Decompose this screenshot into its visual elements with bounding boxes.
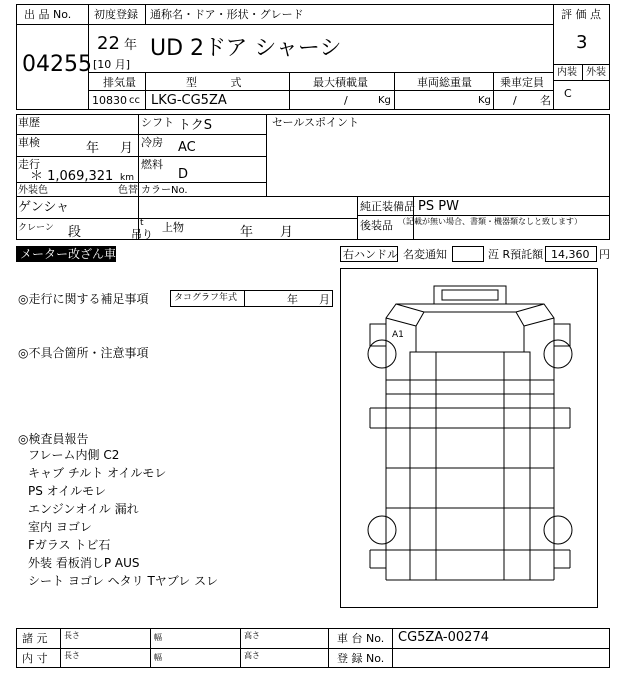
inspector-item: フレーム内側 C2 (28, 448, 120, 462)
score-label: 評 価 点 (561, 8, 601, 21)
accessory-note: （記載が無い場合、書類・機器類なしと致します） (398, 217, 582, 226)
lot-label: 出 品 No. (24, 8, 72, 21)
capacity-value: / (513, 94, 517, 107)
upper-year: 年 (240, 225, 254, 240)
tachograph-label: タコグラフ年式 (174, 293, 238, 303)
inspector-item: キャブ チルト オイルモレ (28, 466, 167, 480)
exterior-label: 外装 (586, 67, 606, 78)
spec-label: 諸 元 (22, 632, 48, 645)
tachograph-year: 年 (287, 293, 298, 306)
history-label: 車歴 (18, 116, 40, 129)
capacity-label: 乗車定員 (500, 76, 544, 89)
interior-grade: C (564, 87, 572, 100)
sales-point-label: セールスポイント (272, 116, 360, 129)
accessory-label: 後装品 (360, 219, 393, 232)
score: 3 (576, 32, 588, 53)
inspector-item: 外装 看板消しP AUS (28, 556, 140, 570)
mileage-value: ＊ 1,069,321 (30, 169, 114, 184)
equipment-label: 純正装備品 (360, 200, 415, 213)
spec-length-label: 長さ (64, 631, 80, 640)
vehicle-name: UD 2ドア シャーシ (150, 36, 342, 61)
color-change-label: 色替 (118, 185, 138, 196)
gross-weight-unit: Kg (478, 95, 491, 106)
spec-height-label: 高さ (244, 631, 260, 640)
inner-length-label: 長さ (64, 651, 80, 660)
vehicle-name-label: 通称名・ドア・形状・グレード (150, 8, 304, 21)
running-notes-label: ◎走行に関する補足事項 (18, 292, 149, 306)
mileage-unit: km (120, 173, 134, 183)
right-handle-label: 右ハンドル (343, 248, 398, 261)
ac-label: 冷房 (141, 136, 163, 149)
deposit-unit: 円 (599, 248, 610, 261)
inspector-item: エンジンオイル 漏れ (28, 502, 139, 516)
color-number-label: カラーNo. (141, 185, 188, 196)
displacement-unit: cc (129, 95, 140, 106)
upper-label: 上物 (162, 221, 184, 234)
mileage-label: 走行 (18, 158, 40, 171)
inspection-month: 月 (120, 141, 134, 156)
model-code: LKG-CG5ZA (151, 93, 227, 108)
max-load-unit: Kg (378, 95, 391, 106)
capacity-unit: 名 (540, 94, 551, 107)
inspector-item: Fガラス トビ石 (28, 538, 111, 552)
deposit-value: 14,360 (551, 248, 590, 261)
inspector-report-label: ◎検査員報告 (18, 432, 89, 446)
model-label: 型 式 (186, 76, 242, 89)
inspector-item: 室内 ヨゴレ (28, 520, 92, 534)
year-unit: 年 (124, 38, 138, 53)
defect-notes-label: ◎不具合箇所・注意事項 (18, 346, 149, 360)
displacement-label: 排気量 (103, 76, 136, 89)
meter-tampered-banner (16, 246, 116, 262)
damage-mark: A1 (392, 330, 404, 340)
name-change-label: 名変通知 (403, 248, 447, 261)
lot-number: 04255 (22, 52, 92, 77)
reg-label: 初度登録 (94, 8, 138, 21)
reg-month: [10 月] (93, 58, 131, 71)
crane-stage: 段 (68, 225, 82, 240)
crane-lift: 吊り (131, 228, 153, 241)
inner-width-label: 幅 (154, 653, 162, 662)
shift-value: トクS (178, 118, 212, 133)
color-label: 外装色 (18, 185, 48, 196)
spec-width-label: 幅 (154, 633, 162, 642)
inner-height-label: 高さ (244, 651, 260, 660)
ac-value: AC (178, 140, 196, 155)
gross-weight-label: 車両総重量 (417, 76, 472, 89)
meter-banner-text: メーター改ざん車 (20, 247, 117, 261)
crane-ton: t (140, 218, 144, 228)
inspection-label: 車検 (18, 136, 40, 149)
fuel-value: D (178, 167, 189, 182)
interior-label: 内装 (557, 67, 577, 78)
deposit-label: 沍 R預託額 (488, 248, 544, 261)
name-change-box (452, 246, 484, 262)
inspector-item: PS オイルモレ (28, 484, 107, 498)
equipment-value: PS PW (418, 199, 459, 214)
color-value: ゲンシャ (18, 200, 70, 215)
inspection-year: 年 (86, 141, 100, 156)
fuel-label: 燃料 (141, 158, 163, 171)
chassis-number: CG5ZA-00274 (398, 630, 489, 645)
inner-label: 内 寸 (22, 652, 48, 665)
shift-label: シフト (141, 116, 174, 129)
max-load-value: / (344, 94, 348, 107)
registration-label: 登 録 No. (337, 652, 385, 665)
tachograph-month: 月 (319, 293, 330, 306)
truck-diagram (340, 268, 598, 608)
chassis-label: 車 台 No. (337, 632, 385, 645)
displacement-value: 10830 (92, 94, 127, 107)
crane-label: クレーン (18, 223, 54, 233)
upper-month: 月 (280, 225, 294, 240)
inspector-item: シート ヨゴレ ヘタリ Tヤブレ スレ (28, 574, 219, 588)
max-load-label: 最大積載量 (313, 76, 368, 89)
reg-year: 22 (97, 33, 120, 54)
